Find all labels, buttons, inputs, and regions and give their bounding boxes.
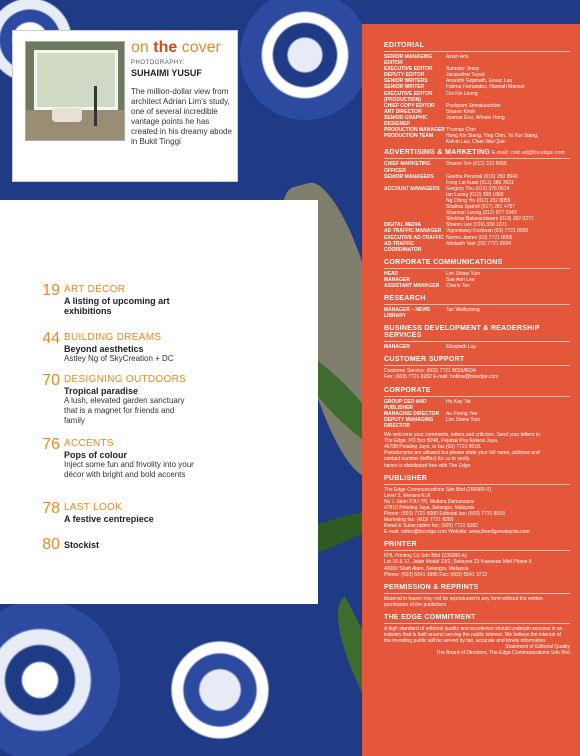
permission-text <box>384 596 570 608</box>
divider <box>384 341 570 342</box>
section-name: ART DÉCOR <box>64 284 126 295</box>
article-description: Astley Ng of SkyCreation + DC <box>64 354 174 363</box>
role-value: Ho Kay Tat <box>446 398 471 405</box>
article-headline: Stockist <box>64 540 100 550</box>
page-number: 76 <box>42 436 60 453</box>
advertising-list <box>384 161 570 252</box>
commitment-heading: THE EDGE COMMITMENT <box>384 613 476 621</box>
toc-item[interactable] <box>42 282 314 316</box>
article-description: Inject some fun and frivolity into your décor with bright and bold accents <box>64 460 194 479</box>
role-value: Azam Aris <box>446 54 469 60</box>
divider <box>384 365 570 366</box>
role-label: HEAD <box>384 270 399 277</box>
role-value: Thomas Chin <box>446 127 476 134</box>
role-value: Sharon Teh (012) 313 9056 <box>446 161 507 168</box>
role-label: MANAGER <box>384 344 410 351</box>
corporate-comms-list <box>384 271 570 289</box>
article-headline: Pops of colour <box>64 450 127 460</box>
text-line: 40000 Shah Alam, Selangor, Malaysia <box>384 565 469 572</box>
role-label: ACCOUNT MANAGERS <box>384 185 440 192</box>
role-value: Cheris Tan <box>446 283 470 289</box>
role-value: Norma Jasmo (03) 7721 8006 <box>446 234 513 241</box>
divider <box>384 593 570 594</box>
permission-heading: PERMISSION & REPRINTS <box>384 583 479 591</box>
role-value: Fatima Fernandez, Hannah Mansor <box>446 84 525 91</box>
role-label: DIGITAL MEDIA <box>384 222 422 229</box>
role-value: Anandhi Gopinath, Esvaz Lau <box>446 78 513 85</box>
toc-item[interactable] <box>42 500 314 524</box>
corporate-comms-heading: CORPORATE COMMUNICATIONS <box>384 258 503 266</box>
role-value: Shafina Syahril (017) 281 4787 <box>446 204 515 211</box>
section-name: BUILDING DREAMS <box>64 332 162 343</box>
customer-support-text <box>384 368 570 380</box>
role-label: DEPUTY MANAGING DIRECTOR <box>384 416 434 429</box>
chair <box>52 108 82 122</box>
section-name: DESIGNING OUTDOORS <box>64 374 187 385</box>
role-value: Sharon Khoh <box>446 108 476 115</box>
role-value: Afnitasih Nair (03) 7721 8004 <box>446 240 512 247</box>
role-value: Lim Shiew Yuin <box>446 416 481 423</box>
photo-credit-label: PHOTOGRAPHY: <box>131 60 185 66</box>
role-value: Surinder Jessy <box>446 66 480 73</box>
publisher-heading: PUBLISHER <box>384 474 428 482</box>
text-line: E-mail: editor@bizedge.com Website: www.theedgemalaysia.com <box>384 529 530 536</box>
printer-heading: PRINTER <box>384 541 417 549</box>
masthead-row <box>384 417 570 429</box>
divider <box>384 158 570 159</box>
article-description: A lush, elevated garden sanctuary that is a magnet for friends and family <box>64 396 185 425</box>
text-line: industry that is built around serving the public interest. We believe the interest of <box>384 632 561 638</box>
role-label: PRODUCTION TEAM <box>384 133 434 140</box>
page-number: 44 <box>42 330 60 347</box>
role-label: CHIEF COPY EDITOR <box>384 102 435 109</box>
tile-pattern <box>150 620 290 756</box>
text-line: haven is distributed free with The Edge <box>384 462 471 469</box>
role-value: Kelvin Lau, Chan Wai Quin <box>446 139 506 146</box>
cover-thumbnail <box>25 41 125 141</box>
text-line: 46788 Petaling Jaya, or fax (03) 7721 8018. <box>384 444 482 451</box>
text-line: the investing public will be served by fair, accurate and timely information. <box>384 638 547 645</box>
tile-pattern <box>0 600 120 756</box>
masthead-row <box>384 307 570 319</box>
printer-text <box>384 553 570 577</box>
text-line: Marketing fax: (603) 7721 8288 <box>384 517 454 524</box>
role-label: PRODUCTION MANAGER <box>384 127 445 134</box>
section-name: LAST LOOK <box>64 502 123 513</box>
tile-pattern <box>240 0 370 120</box>
contents-list <box>0 200 318 604</box>
masthead-row <box>384 344 570 350</box>
masthead-row <box>384 91 570 103</box>
section-name: ACCENTS <box>64 438 114 449</box>
corporate-list <box>384 399 570 429</box>
role-label: SENIOR MANAGING EDITOR <box>384 54 433 67</box>
role-label: AD TRAFFIC MANAGER <box>384 228 442 235</box>
cover-heading: on the cover <box>131 39 221 56</box>
role-value: Gregory Thu (012) 376 0614 <box>446 185 510 192</box>
text-line: Pseudonyms are allowed but please state your full name, address and <box>384 450 540 457</box>
business-heading: BUSINESS DEVELOPMENT & READERSHIP SERVICES <box>384 325 540 340</box>
text-line: The Edge, PO Box 8248, Pejabat Pos Kelana Jaya, <box>384 438 499 445</box>
lamp <box>94 86 97 126</box>
text-line: We welcome your comments, letters and criticism. Send your letters to: <box>384 432 542 439</box>
article-headline: Beyond aesthetics <box>64 344 144 354</box>
role-value: Geetha Perumal (016) 250 8640 <box>446 173 518 180</box>
toc-item[interactable] <box>42 536 314 553</box>
research-heading: RESEARCH <box>384 295 426 303</box>
text-line: Retail & Subscription fax: (603) 7721 8282 <box>384 523 478 530</box>
text-line: No 1 Jalan PJU 7/6, Mutiara Damansara <box>384 498 474 505</box>
role-value: Hong Kin Siang, Ying Chin, Ta Yun Siang, <box>446 133 539 140</box>
text-line: Phone: (603) 7721 8000 Editorial fax: (603) 7721 8018 <box>384 510 505 517</box>
on-the-cover-card <box>12 30 238 182</box>
page-number: 19 <box>42 282 60 299</box>
text-line: Customer Service: (603) 7721 8033/8034 <box>384 368 476 375</box>
editorial-list <box>384 54 570 145</box>
corporate-heading: CORPORATE <box>384 386 431 394</box>
text-line: contact number (tel/fax) for us to verify. <box>384 456 471 463</box>
role-value: Sharon Lee (016) 330 1571 <box>446 222 508 229</box>
advertising-heading: ADVERTISING & MARKETING E-mail: mkt.ad@bizedge.com <box>384 149 565 157</box>
role-value: Ng Ching Yin (012) 232 8055 <box>446 197 511 204</box>
research-list <box>384 307 570 319</box>
article-headline: Tropical paradise <box>64 386 139 396</box>
divider <box>384 484 570 485</box>
role-label: SENIOR GRAPHIC DESIGNER <box>384 114 428 128</box>
commitment-signature: The Board of Directors, The Edge Communications Sdn Bhd <box>436 650 570 657</box>
divider <box>384 51 570 52</box>
role-label: AD-TRAFFIC COORDINATOR <box>384 240 422 253</box>
text-line: 47810 Petaling Jaya, Selangor, Malaysia <box>384 504 475 511</box>
masthead-row <box>384 399 570 411</box>
masthead-panel <box>362 24 580 756</box>
role-label: MANAGING DIRECTOR <box>384 410 440 417</box>
commitment-signature: Statement of Editorial Quality <box>505 644 570 651</box>
photographer-name: SUHAIMI YUSUF <box>131 68 202 78</box>
masthead-row <box>384 54 570 66</box>
role-value: Shekhar Balasundaram (019) 262 0277 <box>446 216 534 223</box>
role-label: GROUP CEO AND PUBLISHER <box>384 398 427 411</box>
role-value: Shannon Leong (012) 677 5343 <box>446 210 517 217</box>
page-number: 78 <box>42 500 60 517</box>
toc-item[interactable] <box>42 372 314 426</box>
editorial-heading: EDITORIAL <box>384 42 425 49</box>
text-line: The Edge Communications Sdn Bhd (266980-X) <box>384 486 492 493</box>
role-value: Lim Shiaw Yuin <box>446 270 481 277</box>
role-value: Fong Lai Kuan (012) 386 2631 <box>446 179 514 186</box>
role-label: MANAGER <box>384 276 410 283</box>
masthead-row <box>384 241 570 253</box>
page-number: 70 <box>42 372 60 389</box>
role-value: Elizabeth Lay <box>446 344 477 351</box>
text-line: Lot 16 & 12, Jalan Modal 23/2, Seksyen 23 Kawasan Miel Phase 8 <box>384 559 532 566</box>
role-label: EXECUTIVE AD-TRAFFIC <box>384 234 444 241</box>
role-value: Ooi Kin Leong <box>446 90 478 97</box>
role-label: EXECUTIVE EDITOR (PRODUCTION) <box>384 90 433 103</box>
page-number: 80 <box>42 536 60 553</box>
role-value: Joanne Goo, Winnie Hong <box>446 114 505 121</box>
role-value: Sue Ann Lee <box>446 276 475 283</box>
publisher-text <box>384 487 570 536</box>
role-value: Ian Leong (012) 359 1668 <box>446 191 504 198</box>
text-line: Fax: (603) 7721 8282 E-mail: hotline@bizedge.com <box>384 374 499 381</box>
role-value: Jacqueline Toyad <box>446 72 485 79</box>
article-headline: A festive centrepiece <box>64 514 154 524</box>
role-value: Vigneswary Krishnan (03) 7721 8005 <box>446 228 529 235</box>
customer-support-heading: CUSTOMER SUPPORT <box>384 356 465 364</box>
business-list <box>384 344 570 350</box>
divider <box>384 304 570 305</box>
text-line: KHL Printing Co Sdn Bhd (235080-A) <box>384 553 467 560</box>
role-label: SENIOR WRITER <box>384 84 425 91</box>
toc-item[interactable] <box>42 436 314 480</box>
text-line: A high standard of editorial quality and excellence should underpin success in an <box>384 625 563 632</box>
divider <box>384 396 570 397</box>
text-line: Phone: (603) 5541 3695 Fax: (603) 5541 3712 <box>384 571 488 578</box>
masthead-row <box>384 139 570 145</box>
text-line: Level 3, Menara KLK <box>384 492 431 499</box>
role-label <box>384 139 446 145</box>
role-value: Au Foong Yee <box>446 410 478 417</box>
article-headline: A listing of upcoming art exhibitions <box>64 296 170 316</box>
text-line: permission of the publishers <box>384 601 447 608</box>
cover-description: The million-dollar view from architect Adrian Lim's study, one of several incredible vantage points he has created in his dreamy abode in Bukit Tinggi <box>131 87 232 146</box>
role-label: MANAGER – NEWS LIBRARY <box>384 307 431 320</box>
role-label: CHIEF MARKETING OFFICER <box>384 161 431 174</box>
masthead-row <box>384 161 570 173</box>
role-label: ART DIRECTOR <box>384 108 422 115</box>
masthead-row <box>384 283 570 289</box>
window <box>34 50 118 110</box>
masthead-row <box>384 115 570 127</box>
role-label: SENIOR WRITERS <box>384 78 428 85</box>
divider <box>384 550 570 551</box>
toc-item[interactable] <box>42 330 314 364</box>
divider <box>384 623 570 624</box>
commitment-text <box>384 626 570 644</box>
role-value: Pushpam Sinnakaundan <box>446 102 501 109</box>
role-label: DEPUTY EDITOR <box>384 72 425 79</box>
role-value: Tan Weiliyoong <box>446 307 480 314</box>
divider <box>384 268 570 269</box>
role-label: ASSISTANT MANAGER <box>384 283 440 289</box>
role-label: SENIOR MANAGERS <box>384 173 434 180</box>
role-label: EXECUTIVE EDITOR <box>384 66 433 73</box>
letters-text <box>384 432 570 469</box>
text-line: Material in haven may not be reproduced in any form without the written <box>384 595 543 602</box>
